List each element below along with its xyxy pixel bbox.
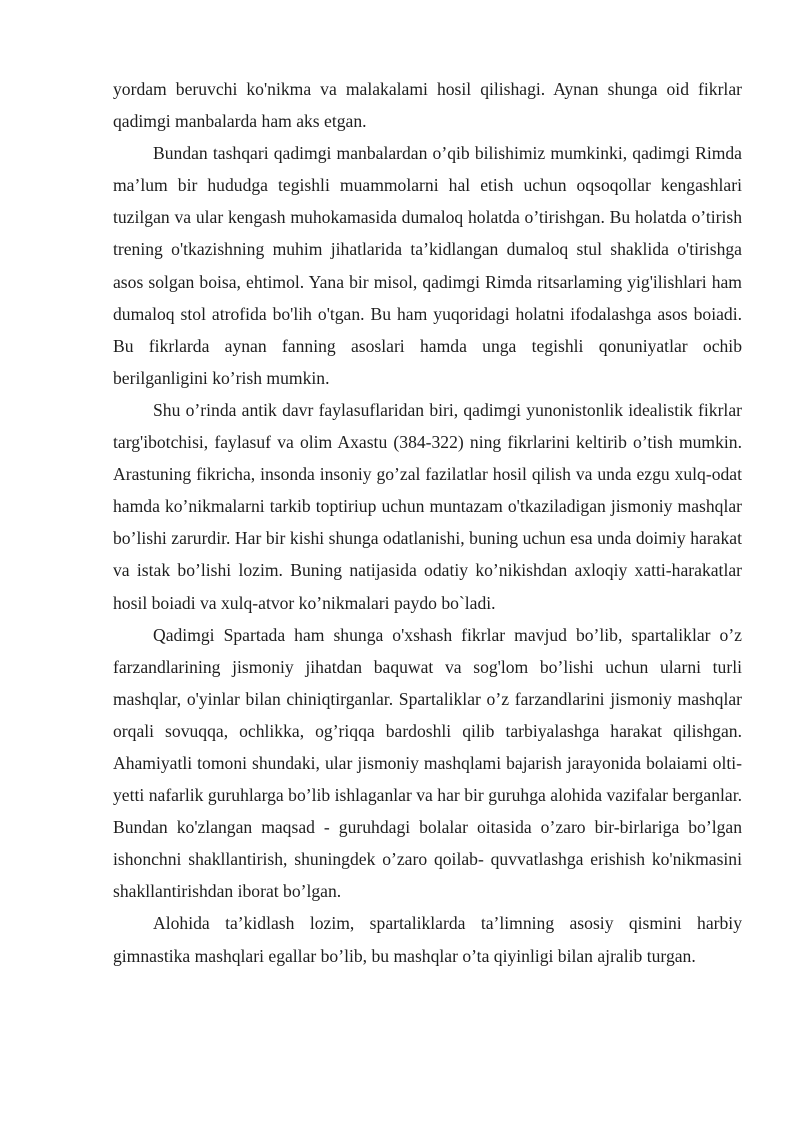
paragraph-1: yordam beruvchi ko'nikma va malakalami hosil qilishagi. Aynan shunga oid fikrlar qadimgi manbalarda ham aks etgan. — [113, 79, 742, 132]
paragraph-2: Bundan tashqari qadimgi manbalardan o’qib bilishimiz mumkinki, qadimgi Rimda ma’lum bir hududga tegishli muammolarni hal etish uchun oqsoqollar kengashlari tuzilgan va ular kengash muhokamasida dumaloq holatda o’tirishgan. Bu holatda o’tirish trening o'tkazishning muhim jihatlarida ta’kidlangan dumaloq stul shaklida o'tirishga asos solgan boisa, ehtimol. Yana bir misol, qadimgi Rimda ritsarlaming yig'ilishlari ham dumaloq stol atrofida bo'lih o'tgan. Bu ham yuqoridagi holatni ifodalashga asos boiadi. Bu fikrlarda aynan fanning asoslari hamda unga tegishli qonuniyatlar ochib berilganligini ko’rish mumkin. — [113, 143, 742, 388]
paragraph-3: Shu o’rinda antik davr faylasuflaridan biri, qadimgi yunonistonlik idealistik fikrlar targ'ibotchisi, faylasuf va olim Axastu (384-322) ning fikrlarini keltirib o’tish mumkin. Arastuning fikricha, insonda insoniy go’zal fazilatlar hosil qilish va unda ezgu xulq-odat hamda ko’nikmalarni tarkib toptiriup uchun muntazam o'tkaziladigan jismoniy mashqlar bo’lishi zarurdir. Har bir kishi shunga odatlanishi, buning uchun esa unda doimiy harakat va istak bo’lishi lozim. Buning natijasida odatiy ko’nikishdan axloqiy xatti-harakatlar hosil boiadi va xulq-atvor ko’nikmalari paydo bo`ladi. — [113, 399, 742, 613]
paragraph-4: Qadimgi Spartada ham shunga o'xshash fikrlar mavjud bo’lib, spartaliklar o’z farzandlarining jismoniy jihatdan baquwat va sog'lom bo’lishi uchun ularni turli mashqlar, o'yinlar bilan chiniqtirganlar. Spartaliklar o’z farzandlarini jismoniy mashqlar orqali sovuqqa, ochlikka, og’riqqa bardoshli qilib tarbiyalashga harakat qilishgan. Ahamiyatli tomoni shundaki, ular jismoniy mashqlami bajarish jarayonida bolaiami olti-yetti nafarlik guruhlarga bo’lib ishlaganlar va har bir guruhga alohida vazifalar berganlar. Bundan ko'zlangan maqsad - guruhdagi bolalar oitasida o’zaro bir-birlariga bo’lgan ishonchni shakllantirish, shuningdek o’zaro qoilab- quvvatlashga erishish ko'nikmasini shakllantirishdan iborat bo’lgan. — [113, 624, 742, 902]
paragraph-5: Alohida ta’kidlash lozim, spartaliklarda ta’limning asosiy qismini harbiy gimnastika mashqlari egallar bo’lib, bu mashqlar o’ta qiyinligi bilan ajralib turgan. — [113, 913, 742, 966]
document-page — [113, 73, 742, 972]
